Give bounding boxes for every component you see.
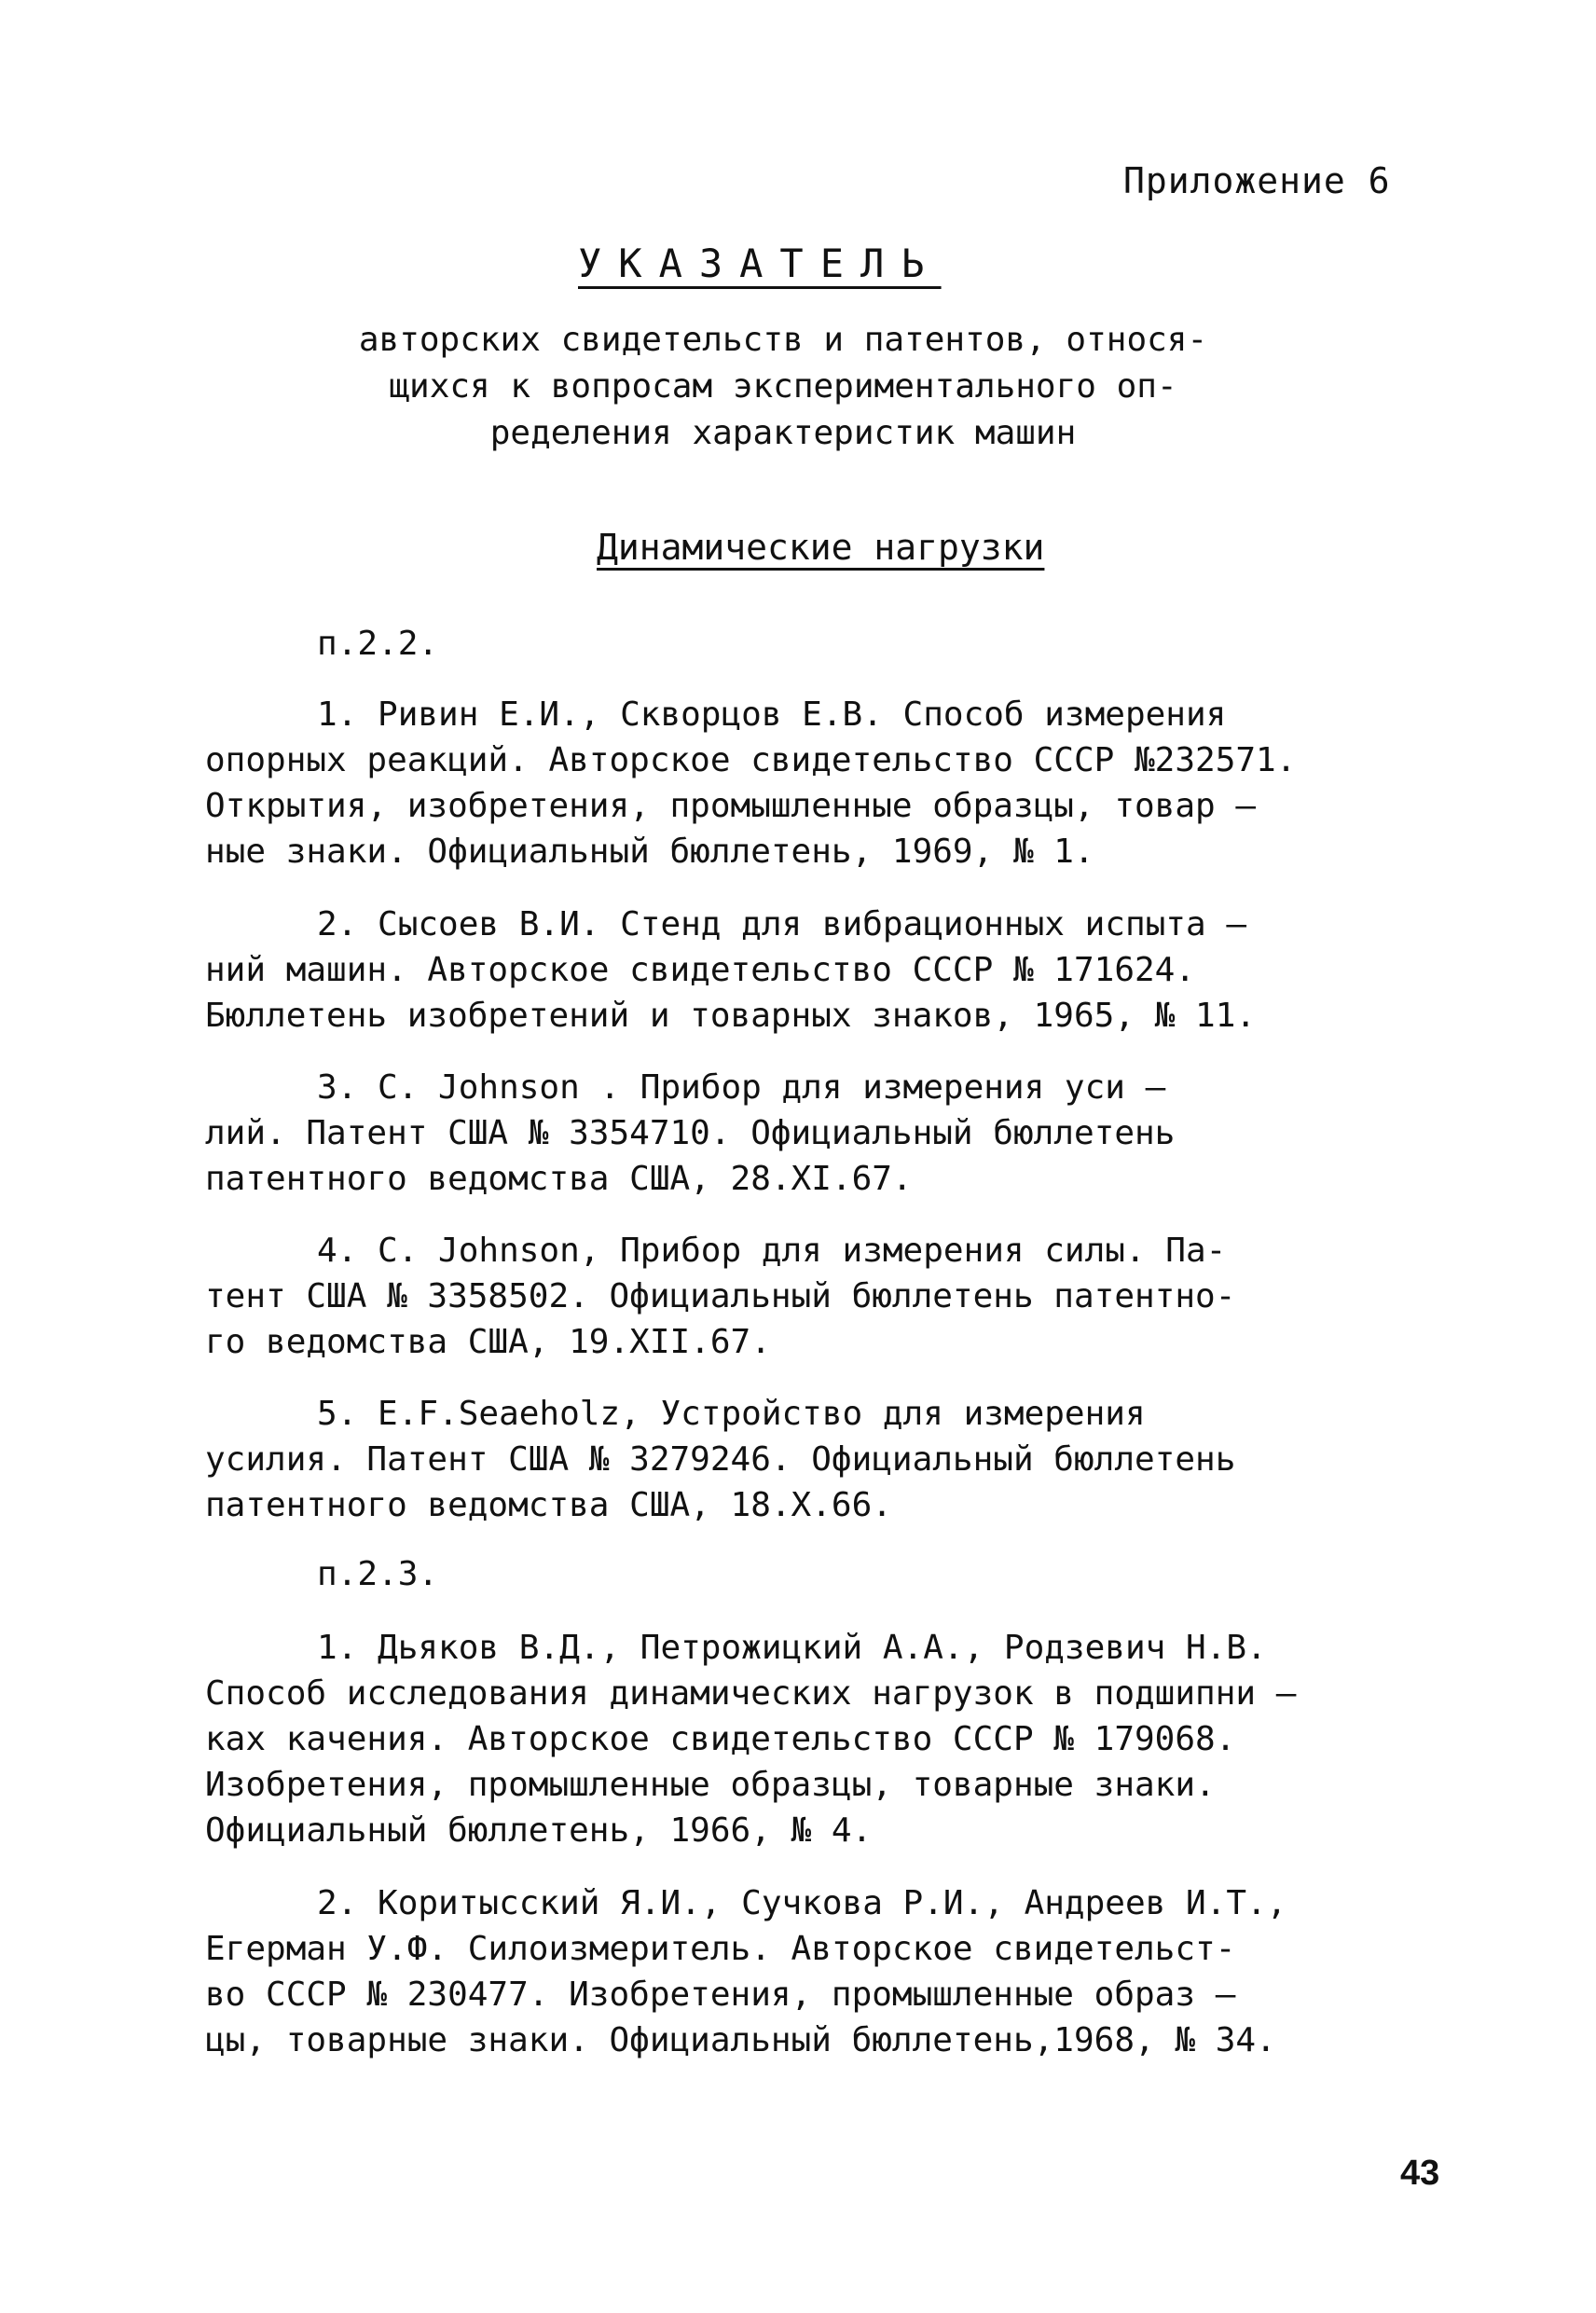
document-title: УКАЗАТЕЛЬ: [578, 241, 942, 286]
page-number: 43: [1400, 2154, 1440, 2193]
section-heading: Динамические нагрузки: [597, 527, 1045, 568]
reference-entry: 1. Ривин Е.И., Скворцов Е.В. Способ измерения опорных реакций. Авторское свидетельство СССР №232571. Открытия, изобретения, промышленные образцы, товар – ные знаки. Официальный бюллетень, 1969, № 1.: [205, 695, 1297, 871]
clause-label: п.2.2.: [317, 625, 439, 663]
reference-entry: 2. Сысоев В.И. Стенд для вибрационных испыта – ний машин. Авторское свидетельство СССР № 171624. Бюллетень изобретений и товарных знаков, 1965, № 11.: [205, 905, 1257, 1035]
reference-entry: 2. Коритысский Я.И., Сучкова Р.И., Андреев И.Т., Егерман У.Ф. Силоизмеритель. Авторское свидетельст- во СССР № 230477. Изобретения, промышленные образ – цы, товарные знаки. Официальный бюллетень,1968, № 34.: [205, 1884, 1287, 2059]
document-subtitle: авторских свидетельств и патентов, относя- щихся к вопросам экспериментального оп- ределения характеристик машин: [358, 321, 1208, 452]
appendix-label: Приложение 6: [1123, 160, 1391, 201]
reference-entry: 1. Дьяков В.Д., Петрожицкий А.А., Родзевич Н.В. Способ исследования динамических нагрузок в подшипни – ках качения. Авторское свидетельство СССР № 179068. Изобретения, промышленные образцы, товарные знаки. Официальный бюллетень, 1966, № 4.: [205, 1629, 1297, 1850]
reference-entry: 5. E.F.Seaeholz, Устройство для измерения усилия. Патент США № 3279246. Официальный бюллетень патентного ведомства США, 18.X.66.: [205, 1395, 1236, 1524]
clause-label: п.2.3.: [317, 1555, 439, 1593]
reference-entry: 4. C. Johnson, Прибор для измерения силы. Па- тент США № 3358502. Официальный бюллетень патентно- го ведомства США, 19.XII.67.: [205, 1232, 1236, 1361]
reference-entry: 3. C. Johnson . Прибор для измерения уси – лий. Патент США № 3354710. Официальный бюллетень патентного ведомства США, 28.XI.67.: [205, 1068, 1176, 1198]
